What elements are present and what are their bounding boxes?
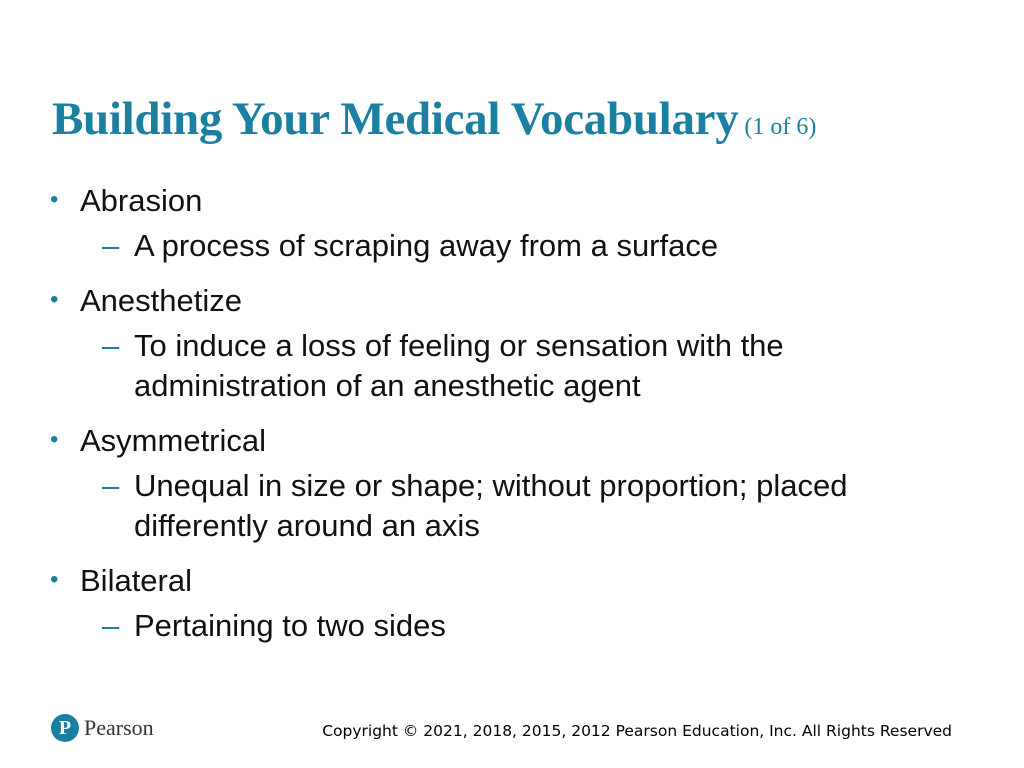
definition-row	[50, 606, 970, 646]
definition-text: Unequal in size or shape; without proportion; placed differently around an axis	[134, 468, 848, 543]
slide-title	[52, 92, 816, 146]
term-text: Abrasion	[80, 183, 203, 218]
definition-text: To induce a loss of feeling or sensation with the administration of an anesthetic agent	[134, 328, 784, 403]
term-row	[50, 420, 970, 462]
definition-row	[50, 226, 970, 266]
slide-footer	[0, 708, 1024, 758]
definition-text: Pertaining to two sides	[134, 608, 446, 643]
term-text: Anesthetize	[80, 283, 242, 318]
brand-name: Pearson	[84, 715, 154, 740]
bullet-icon: •	[50, 426, 59, 453]
term-row	[50, 560, 970, 602]
term-row	[50, 280, 970, 322]
vocabulary-item	[50, 560, 970, 646]
term-row	[50, 180, 970, 222]
vocabulary-list	[50, 180, 970, 660]
pearson-logo-icon: P	[51, 714, 79, 742]
vocabulary-item	[50, 420, 970, 546]
pearson-logo	[51, 714, 154, 742]
slide-title-suffix: (1 of 6)	[744, 114, 817, 140]
dash-icon: –	[102, 228, 120, 263]
vocabulary-item	[50, 180, 970, 266]
bullet-icon: •	[50, 286, 59, 313]
definition-text: A process of scraping away from a surface	[134, 228, 719, 263]
copyright-text: Copyright © 2021, 2018, 2015, 2012 Pearson Education, Inc. All Rights Reserved	[322, 722, 952, 740]
bullet-icon: •	[50, 186, 59, 213]
slide-title-main: Building Your Medical Vocabulary	[52, 93, 739, 145]
definition-row	[50, 326, 970, 406]
dash-icon: –	[102, 468, 120, 503]
term-text: Bilateral	[80, 563, 192, 598]
dash-icon: –	[102, 608, 120, 643]
dash-icon: –	[102, 328, 120, 363]
term-text: Asymmetrical	[80, 423, 267, 458]
definition-row	[50, 466, 970, 546]
vocabulary-item	[50, 280, 970, 406]
bullet-icon: •	[50, 566, 59, 593]
